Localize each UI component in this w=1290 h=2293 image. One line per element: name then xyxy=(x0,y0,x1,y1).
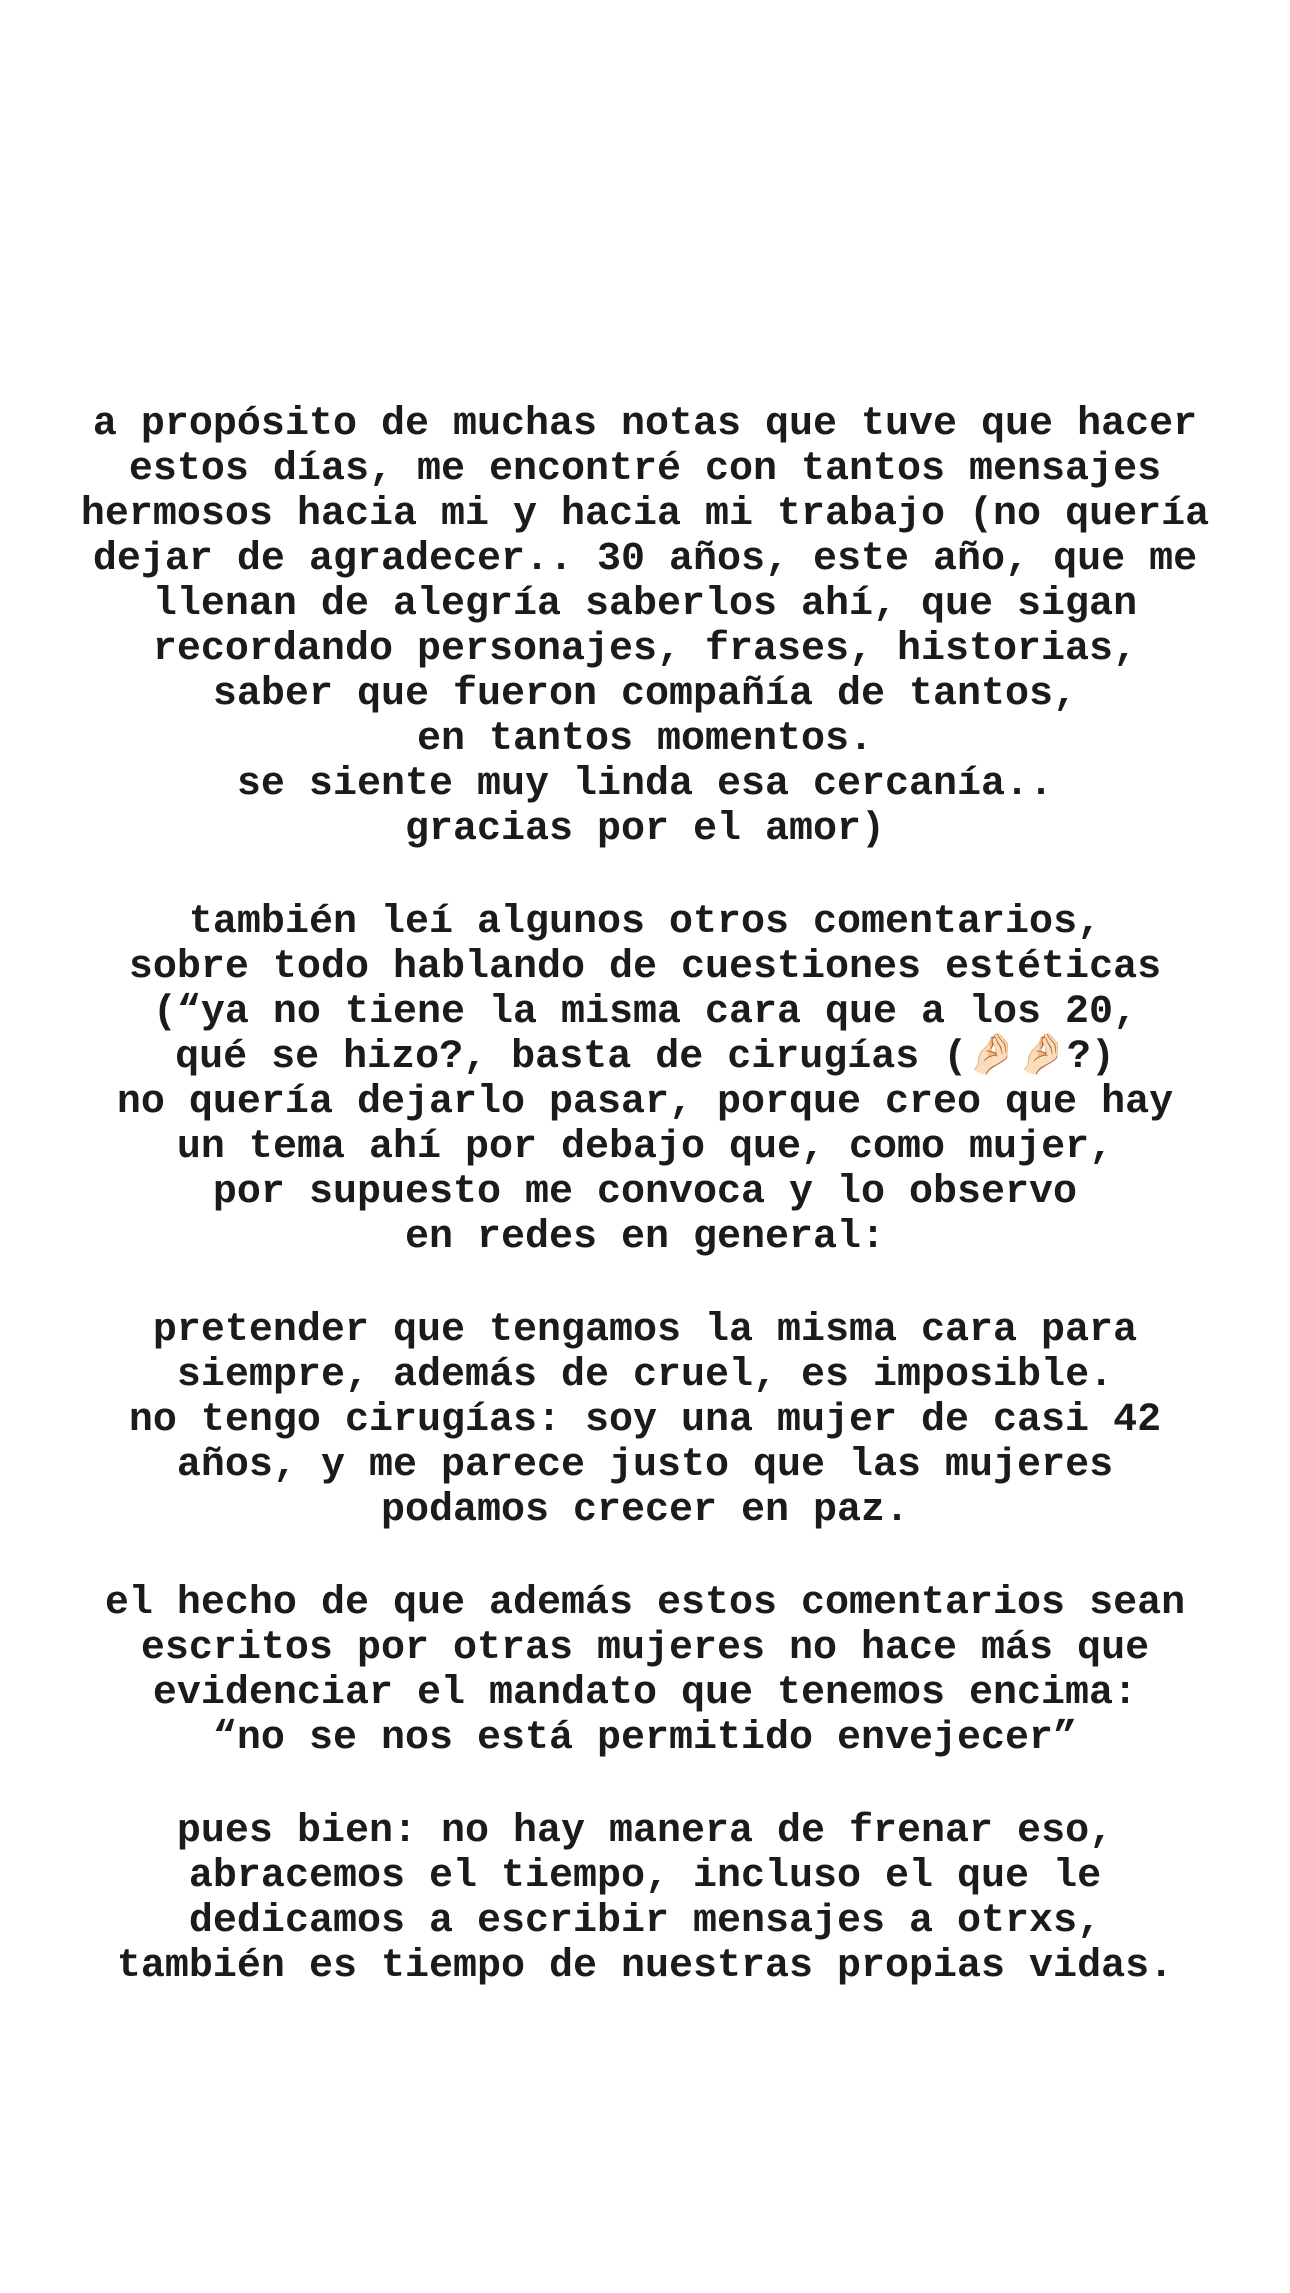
story-paragraph-no-surgeries xyxy=(0,1308,1290,1533)
story-line: (“ya no tiene la misma cara que a los 20, xyxy=(152,990,1138,1035)
story-line: no quería dejarlo pasar, porque creo que hay xyxy=(116,1080,1174,1125)
story-line: se siente muy linda esa cercanía.. xyxy=(236,762,1054,807)
story-line: saber que fueron compañía de tantos, xyxy=(212,672,1078,717)
story-text-block xyxy=(0,402,1290,1989)
story-line: pues bien: no hay manera de frenar eso, xyxy=(176,1809,1114,1854)
story-paragraph-gratitude xyxy=(0,402,1290,852)
story-line: recordando personajes, frases, historias, xyxy=(152,627,1138,672)
story-line-pinched-fingers-emoji: qué se hizo?, basta de cirugías (🤌🏻🤌🏻?) xyxy=(175,1035,1115,1080)
story-line: no tengo cirugías: soy una mujer de casi 42 xyxy=(128,1398,1162,1443)
story-line: podamos crecer en paz. xyxy=(380,1488,910,1533)
story-line: en tantos momentos. xyxy=(416,717,874,762)
story-paragraph-comments xyxy=(0,900,1290,1260)
story-line: también es tiempo de nuestras propias vidas. xyxy=(116,1944,1174,1989)
story-line: sobre todo hablando de cuestiones estéticas xyxy=(128,945,1162,990)
story-line: escritos por otras mujeres no hace más que xyxy=(140,1626,1150,1671)
story-paragraph-embrace-time xyxy=(0,1809,1290,1989)
story-line: hermosos hacia mi y hacia mi trabajo (no quería xyxy=(80,492,1210,537)
story-line: abracemos el tiempo, incluso el que le xyxy=(188,1854,1102,1899)
story-paragraph-mandate xyxy=(0,1581,1290,1761)
story-line: pretender que tengamos la misma cara para xyxy=(152,1308,1138,1353)
story-line: a propósito de muchas notas que tuve que hacer xyxy=(92,402,1198,447)
story-line: siempre, además de cruel, es imposible. xyxy=(176,1353,1114,1398)
story-line: también leí algunos otros comentarios, xyxy=(188,900,1102,945)
story-line: “no se nos está permitido envejecer” xyxy=(212,1716,1078,1761)
story-line: llenan de alegría saberlos ahí, que sigan xyxy=(152,582,1138,627)
story-line: en redes en general: xyxy=(404,1215,886,1260)
story-line: por supuesto me convoca y lo observo xyxy=(212,1170,1078,1215)
story-line: gracias por el amor) xyxy=(404,807,886,852)
story-line: dejar de agradecer.. 30 años, este año, que me xyxy=(92,537,1198,582)
story-line: evidenciar el mandato que tenemos encima: xyxy=(152,1671,1138,1716)
story-line: años, y me parece justo que las mujeres xyxy=(176,1443,1114,1488)
story-line: el hecho de que además estos comentarios sean xyxy=(104,1581,1186,1626)
story-line: estos días, me encontré con tantos mensajes xyxy=(128,447,1162,492)
story-line: un tema ahí por debajo que, como mujer, xyxy=(176,1125,1114,1170)
story-line: dedicamos a escribir mensajes a otrxs, xyxy=(188,1899,1102,1944)
